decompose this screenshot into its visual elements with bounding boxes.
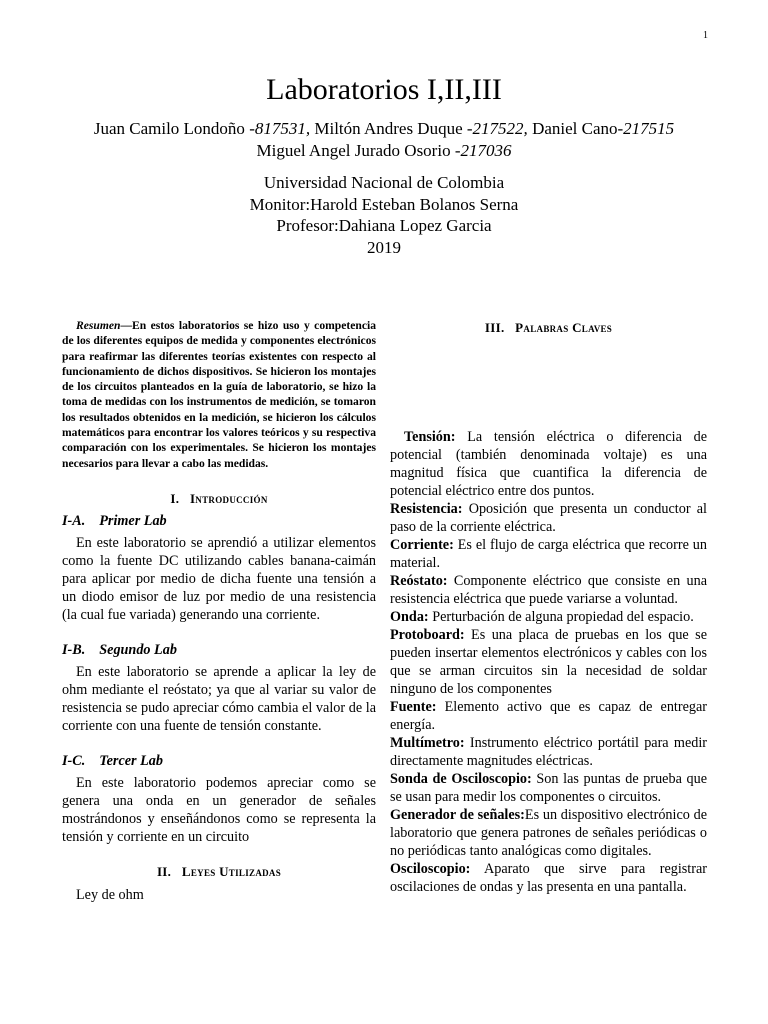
keyword-definition: Son las puntas de prueba que se usan para medir los componentes o circuitos.: [390, 771, 707, 805]
keyword-definition: Elemento activo que es capaz de entregar energía.: [390, 699, 707, 733]
keyword-term: Osciloscopio:: [390, 861, 471, 877]
title-block: [0, 72, 768, 258]
section-heading-laws: [62, 864, 376, 880]
author-list: [0, 118, 768, 162]
keyword-definition: Oposición que presenta un conductor al paso de la corriente eléctrica.: [390, 501, 707, 535]
abstract-text: —En estos laboratorios se hizo uso y competencia de los diferentes equipos de medida y componentes electrónicos para reafirmar las diferentes teorías existentes con respecto al funcionamiento de dichos dispositivos. Se hicieron los montajes de los circuitos planteados en la guía de laboratorio, se hizo la toma de medidas con los instrumentos de medición, se tomaron los resultados obtenidos en la medición, se hicieron los cálculos matemáticos para encontrar los valores teóricos y su respectiva comparación con los experimentales. Se hicieron los montajes necesarios para llevar a cabo las medidas.: [62, 319, 376, 470]
subsection-title: Tercer Lab: [99, 752, 163, 769]
section-title: Palabras Claves: [515, 320, 613, 335]
affiliation: [0, 172, 768, 258]
keyword-item: [390, 572, 707, 608]
keyword-term: Tensión:: [404, 429, 456, 445]
section-number: I.: [170, 490, 180, 506]
section-heading-intro: [62, 491, 376, 507]
section-heading-keywords: [390, 320, 707, 336]
subsection-number: I-A.: [62, 512, 86, 529]
abstract-lead: Resumen: [76, 319, 121, 332]
abstract: [62, 318, 376, 471]
author-line-1: [0, 118, 768, 140]
subsection-number: I-B.: [62, 641, 86, 658]
keyword-definition: Perturbación de alguna propiedad del espacio.: [428, 609, 694, 625]
keyword-definition: Es el flujo de carga eléctrica que recorre un material.: [390, 537, 707, 571]
keyword-item: [390, 770, 707, 806]
keyword-term: Protoboard:: [390, 627, 465, 643]
paper-title: Laboratorios I,II,III: [266, 73, 502, 106]
keyword-item: [390, 626, 707, 698]
keyword-term: Reóstato:: [390, 573, 448, 589]
section-title: Introducción: [189, 490, 268, 506]
author-name: Miltón Andres Duque: [314, 119, 463, 138]
keyword-definition: Es un dispositivo electrónico de laboratorio que genera patrones de señales periódicas o no periódicas tanto analógicas como digitales.: [390, 807, 707, 859]
keyword-item: [390, 734, 707, 770]
subsection-title: Segundo Lab: [99, 641, 177, 658]
keyword-definition: Es una placa de pruebas en los que se pueden insertar elementos electrónicos y cables con los que se arman circuitos sin la necesidad de soldar ninguno de los componentes: [390, 627, 707, 697]
keyword-list: [390, 428, 707, 896]
keyword-definition: La tensión eléctrica o diferencia de potencial (también denominada voltaje) es una magnitud física que cuantifica la diferencia de potencial eléctrico entre dos puntos.: [390, 429, 707, 499]
keyword-term: Corriente:: [390, 537, 454, 553]
paragraph-laws: Ley de ohm: [76, 886, 144, 903]
keyword-definition: Instrumento eléctrico portátil para medir directamente magnitudes eléctricas.: [390, 735, 707, 769]
right-column: [390, 318, 707, 896]
keyword-definition: Aparato que sirve para registrar oscilaciones de ondas y las presenta en una pantalla.: [390, 861, 707, 895]
subsection-heading-segundo-lab: [62, 642, 376, 659]
keyword-item: [390, 860, 707, 896]
keyword-term: Fuente:: [390, 699, 437, 715]
left-column: [62, 318, 376, 904]
subsection-heading-tercer-lab: [62, 753, 376, 770]
author-line-2: [0, 140, 768, 162]
keyword-item: [390, 698, 707, 734]
author-id: 217515: [623, 119, 675, 138]
author-id: -817531,: [249, 119, 311, 138]
monitor: Monitor:Harold Esteban Bolanos Serna: [249, 194, 519, 214]
keyword-definition: Componente eléctrico que consiste en una resistencia eléctrica que puede variarse a voluntad.: [390, 573, 707, 607]
keyword-term: Onda:: [390, 609, 429, 625]
keyword-term: Resistencia:: [390, 501, 463, 517]
keyword-term: Multímetro:: [390, 735, 465, 751]
section-number: II.: [156, 863, 172, 879]
year: 2019: [367, 237, 401, 257]
keyword-item: [390, 806, 707, 860]
paragraph-tercer-lab: En este laboratorio podemos apreciar como se genera una onda en un generador de señales mostrándonos y enseñándonos como se representa la tensión y corriente en un circuito: [62, 774, 376, 845]
subsection-title: Primer Lab: [99, 512, 167, 529]
subsection-number: I-C.: [62, 752, 86, 769]
paragraph-segundo-lab: En este laboratorio se aprende a aplicar la ley de ohm mediante el reóstato; ya que al variar su valor de resistencia se pudo apreciar cómo cambia el valor de la corriente con una fuente de tensión constante.: [62, 663, 376, 734]
keyword-term: Sonda de Osciloscopio:: [390, 771, 532, 787]
paragraph-primer-lab: En este laboratorio se aprendió a utilizar elementos como la fuente DC utilizando cables banana-caimán para aplicar por medio de dicha fuente una tensión a un diodo emisor de luz por medio de una resistencia (la cual fue variada) generando una corriente.: [62, 534, 376, 623]
keyword-item: [390, 428, 707, 500]
keyword-term: Generador de señales:: [390, 807, 525, 823]
author-name: Juan Camilo Londoño: [93, 119, 245, 138]
author-name: Miguel Angel Jurado Osorio: [256, 141, 451, 160]
keyword-item: [390, 608, 707, 626]
section-number: III.: [484, 320, 505, 335]
section-title: Leyes Utilizadas: [181, 863, 282, 879]
page-number: 1: [703, 30, 708, 41]
professor: Profesor:Dahiana Lopez Garcia: [276, 216, 492, 235]
subsection-heading-primer-lab: [62, 513, 376, 530]
author-id: -217522,: [466, 119, 528, 138]
keyword-item: [390, 536, 707, 572]
keyword-item: [390, 500, 707, 536]
author-name: Daniel Cano-: [532, 119, 624, 138]
author-id: -217036: [454, 141, 512, 160]
university: Universidad Nacional de Colombia: [263, 173, 505, 192]
